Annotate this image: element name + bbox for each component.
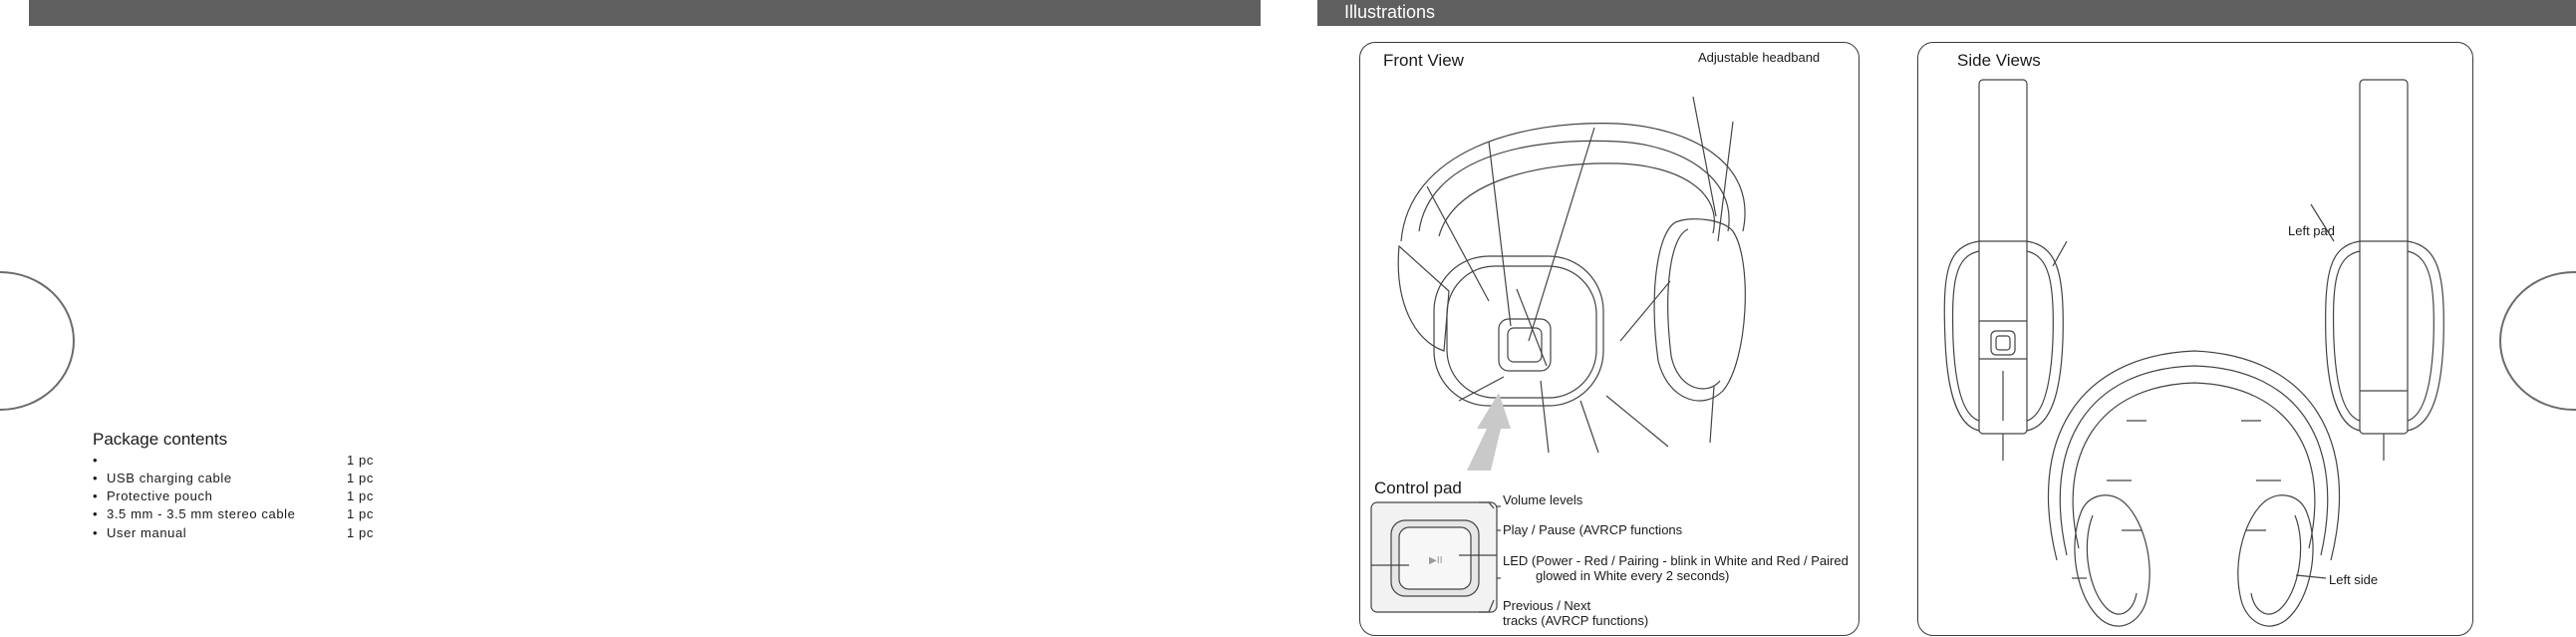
package-item-qty: 1 pc [347,453,374,468]
side-views-headphones-drawing [1917,42,2473,636]
package-item-name: User manual [107,525,187,540]
package-contents-title: Package contents [93,430,228,449]
prev-next-label-line1: Previous / Next [1503,598,1591,613]
left-thumb-tab [0,271,75,411]
bullet-icon: • [93,453,99,468]
led-label-line1: LED (Power - Red / Pairing - blink in White and Red / Paired [1503,553,1849,568]
side-views-title: Side Views [1957,51,2041,70]
package-item [93,506,392,524]
play-pause-label: Play / Pause (AVRCP functions [1503,522,1683,537]
prev-next-label-line2: tracks (AVRCP functions) [1503,613,1649,628]
right-header-bar [1317,0,2576,26]
package-item-qty: 1 pc [347,471,374,485]
bullet-icon: • [93,471,99,485]
front-view-headphones-drawing [1359,42,1860,636]
package-item-name: 3.5 mm - 3.5 mm stereo cable [107,506,296,521]
left-pad-label: Left pad [2288,223,2335,238]
bullet-icon: • [93,525,99,540]
illustrations-title: Illustrations [1344,2,1436,22]
package-item-qty: 1 pc [347,525,374,540]
package-item-qty: 1 pc [347,488,374,503]
volume-levels-label: Volume levels [1503,492,1583,507]
package-item-name: USB charging cable [107,471,232,485]
control-pad-title: Control pad [1374,478,1462,497]
right-thumb-tab [2499,271,2576,411]
svg-text:▶II: ▶II [1429,555,1443,566]
package-item-name: Protective pouch [107,488,213,503]
package-item [93,525,392,543]
bullet-icon: • [93,506,99,521]
package-item-qty: 1 pc [347,506,374,521]
led-label-line2: glowed in White every 2 seconds) [1536,568,1730,583]
front-view-title: Front View [1383,51,1464,70]
bullet-icon: • [93,488,99,503]
package-item [93,471,392,488]
left-side-label: Left side [2329,572,2379,587]
left-header-bar [29,0,1261,26]
package-item [93,488,392,506]
package-item [93,453,392,471]
headband-label: Adjustable headband [1698,50,1821,65]
